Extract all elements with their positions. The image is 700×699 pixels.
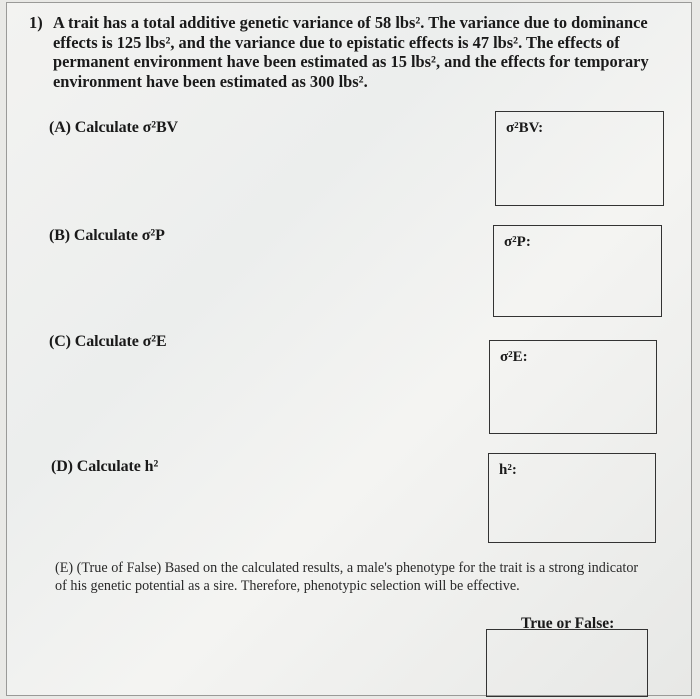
question-d-label: (D) Calculate h² bbox=[51, 458, 159, 475]
question-e-text: (E) (True of False) Based on the calculated results, a male's phenotype for the trait is a strong indicator of his genetic potential as a sire. Therefore, phenotypic selection will be effective. bbox=[55, 560, 639, 594]
true-false-label: True or False: bbox=[521, 615, 615, 632]
answer-label-a: σ²BV: bbox=[506, 120, 544, 136]
problem-text: A trait has a total additive genetic variance of 58 lbs². The variance due to dominance effects is 125 lbs², and the variance due to epistatic effects is 47 lbs². The effects of permanent environment have been estimated as 15 lbs², and the effects for temporary environment have been estimated as 300 lbs². bbox=[53, 13, 649, 91]
problem-statement bbox=[29, 13, 684, 91]
question-b-label: (B) Calculate σ²P bbox=[49, 227, 165, 244]
answer-box-e[interactable] bbox=[486, 629, 648, 697]
answer-label-b: σ²P: bbox=[504, 234, 531, 250]
answer-label-d: h²: bbox=[499, 462, 517, 478]
answer-box-d[interactable] bbox=[488, 453, 656, 543]
worksheet-page bbox=[6, 2, 692, 696]
answer-box-c[interactable] bbox=[489, 340, 657, 434]
answer-box-b[interactable] bbox=[493, 225, 662, 317]
answer-box-a[interactable] bbox=[495, 111, 664, 206]
answer-label-c: σ²E: bbox=[500, 349, 528, 365]
question-a-label: (A) Calculate σ²BV bbox=[49, 119, 179, 136]
problem-number: 1) bbox=[29, 13, 43, 32]
question-c-label: (C) Calculate σ²E bbox=[49, 333, 167, 350]
